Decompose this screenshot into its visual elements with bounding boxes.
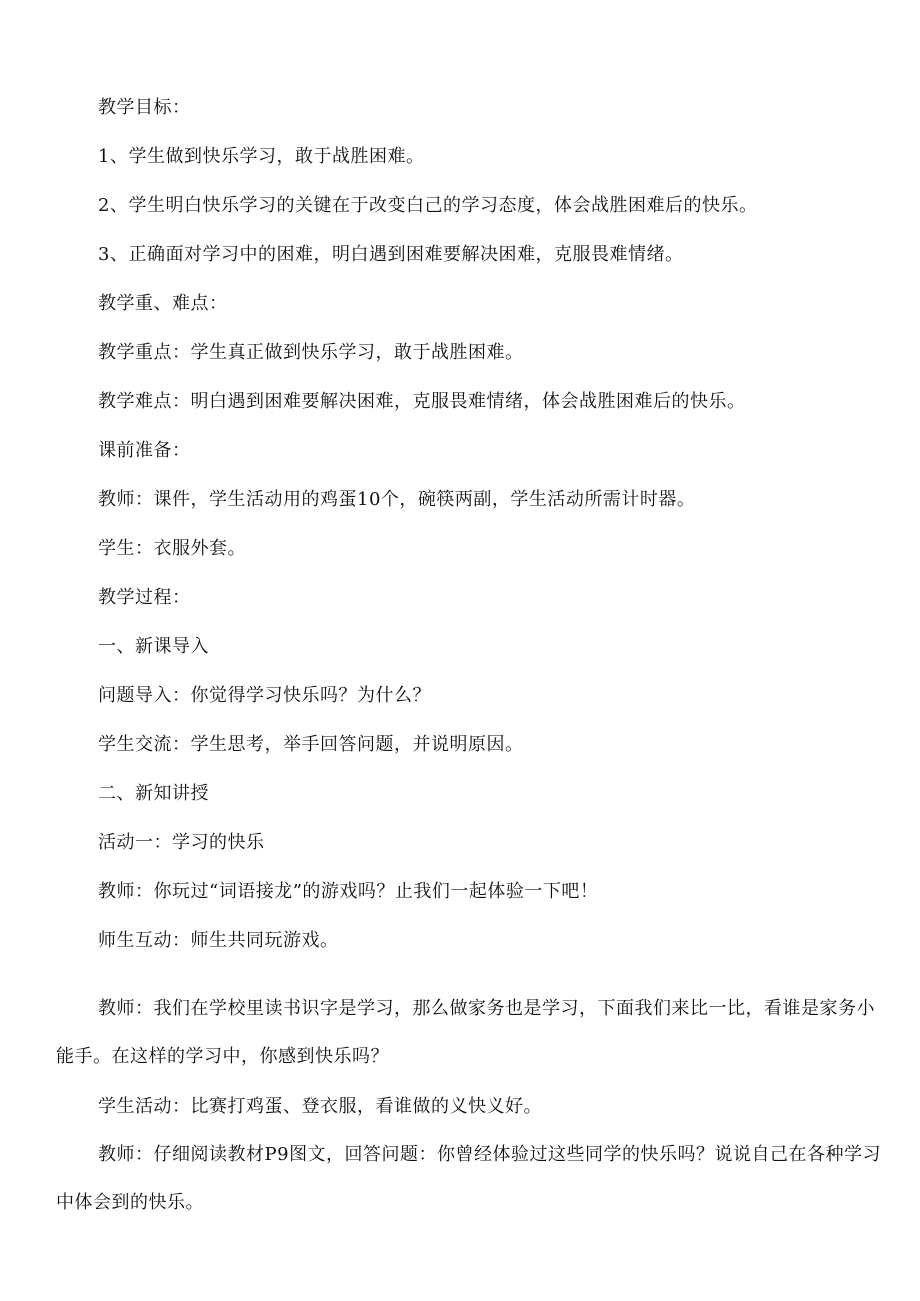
student-preparation-line: 学生：衣服外套。 — [98, 538, 246, 559]
heading-preparation: 课前准备： — [98, 440, 191, 461]
goal-item-2: 2、学生明白快乐学习的关键在于改变白己的学习态度，体会战胜困难后的快乐。 — [98, 195, 758, 216]
difficult-point-line: 教学难点：明白遇到困难要解决困难，克服畏难情绪，体会战胜困难后的快乐。 — [98, 391, 746, 412]
teacher-student-interaction-line: 师生互动：师生共同玩游戏。 — [98, 930, 339, 951]
goal-item-3: 3、正确面对学习中的困难，明白遇到困难要解决困难，克服畏难情绪。 — [98, 244, 684, 265]
heading-key-difficult-points: 教学重、难点： — [98, 293, 228, 314]
teacher-word-game-line: 教师：你玩过“词语接龙”的游戏吗？止我们一起体验一下吧！ — [98, 881, 599, 902]
heading-teaching-goals: 教学目标： — [98, 97, 191, 118]
teacher-preparation-line: 教师：课件，学生活动用的鸡蛋10个，碗筷两副，学生活动所需计时器。 — [98, 489, 696, 510]
teacher-housework-paragraph: 教师：我们在学校里读书识字是学习，那么做家务也是学习，下面我们来比一比，看谁是家务小能手。在这样的学习中，你感到快乐吗？ — [56, 998, 875, 1067]
teacher-textbook-paragraph: 教师：仔细阅读教材P9图文，回答问题：你曾经体验过这些同学的快乐吗？说说自己在各种学习中体会到的快乐。 — [56, 1144, 882, 1213]
goal-item-1: 1、学生做到快乐学习，敢于战胜困难。 — [98, 146, 425, 167]
student-exchange-line: 学生交流：学生思考，举手回答问题，并说明原因。 — [98, 734, 524, 755]
heading-teaching-process: 教学过程： — [98, 587, 191, 608]
question-intro-line: 问题导入：你觉得学习快乐吗？为什么？ — [98, 685, 431, 706]
student-activity-paragraph: 学生活动：比赛打鸡蛋、登衣服，看谁做的义快义好。 — [98, 1096, 542, 1117]
key-point-line: 教学重点：学生真正做到快乐学习，敢于战胜困难。 — [98, 342, 524, 363]
section-new-knowledge: 二、新知讲授 — [98, 783, 209, 804]
section-new-lesson-intro: 一、新课导入 — [98, 636, 209, 657]
activity-one-title: 活动一：学习的快乐 — [98, 832, 265, 853]
